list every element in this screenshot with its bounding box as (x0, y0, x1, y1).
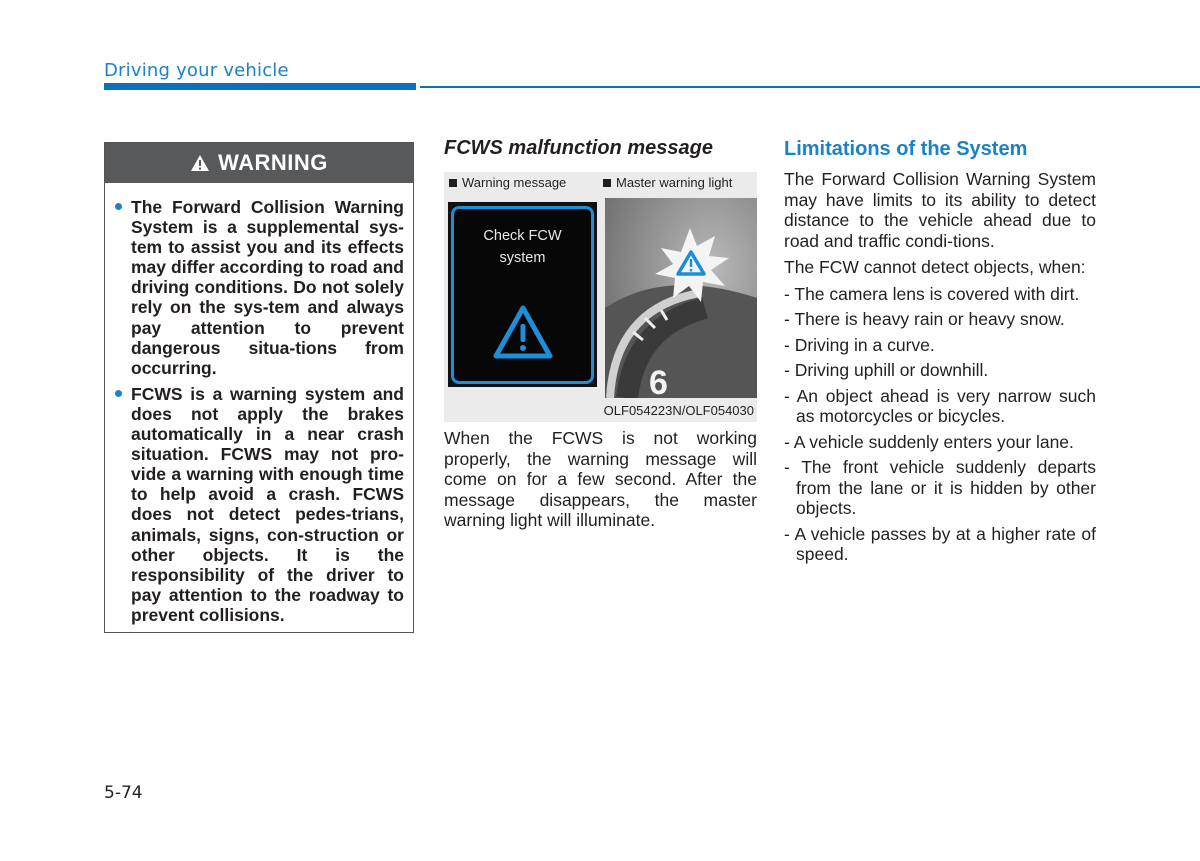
limitations-intro: The Forward Collision Warning System may have limits to its ability to detect distance to the vehicle ahead due to road and traffic condi-tions. (784, 169, 1096, 251)
limitation-item: - A vehicle passes by at a higher rate of speed. (784, 523, 1096, 564)
caution-triangle-icon (492, 304, 554, 360)
image-code: OLF054223N/OLF054030 (603, 403, 754, 418)
display-message: Check FCW system (483, 228, 562, 266)
malfunction-figure (444, 172, 757, 422)
page-number: 5-74 (104, 783, 143, 803)
limitation-item: - The front vehicle suddenly departs from the lane or it is hidden by other objects. (784, 457, 1096, 518)
limitations-lead: The FCW cannot detect objects, when: (784, 257, 1086, 277)
limitation-item: - An object ahead is very narrow such as motorcycles or bicycles. (784, 385, 1096, 426)
limitations-body (784, 169, 1096, 570)
limitation-item: - There is heavy rain or heavy snow. (784, 309, 1065, 329)
limitations-title: Limitations of the System (784, 138, 1028, 160)
header-rule-thin (420, 86, 1200, 88)
warning-triangle-icon (190, 154, 210, 172)
cluster-display (448, 202, 597, 387)
limitation-item: - Driving uphill or downhill. (784, 360, 989, 380)
warning-item: FCWS is a warning system and does not apply the brakes automatically in a near crash situation. FCWS may not pro-vide a warning with enough time to help avoid a crash. FCWS does not detect pedes-trians, animals, signs, con-struction or other objects. It is the responsibility of the driver to pay attention to the roadway to prevent collisions. (131, 383, 404, 625)
gauge-number: 6 (649, 364, 668, 398)
header-rule-thick (104, 83, 416, 90)
malfunction-paragraph: When the FCWS is not working properly, the warning message will come on for a few second. After the message disappears, the master warning light will illuminate. (444, 428, 757, 530)
master-warning-gauge (605, 198, 757, 398)
warning-box (104, 142, 414, 633)
caption-warning-message: Warning message (449, 175, 566, 190)
warning-item: The Forward Collision Warning System is a supplemental sys-tem to assist you and its effects may differ according to road and driving conditions. Do not solely rely on the sys-tem and always pay attention to prevent dangerous situa-tions from occurring. (131, 197, 404, 378)
warning-list (105, 183, 413, 625)
limitation-item: - A vehicle suddenly enters your lane. (784, 431, 1074, 452)
caption-master-warning: Master warning light (603, 175, 732, 190)
limitation-item: - Driving in a curve. (784, 334, 935, 355)
warning-header (105, 143, 413, 183)
limitation-item: - The camera lens is covered with dirt. (784, 283, 1080, 304)
section-title: Driving your vehicle (104, 60, 289, 81)
malfunction-title: FCWS malfunction message (444, 137, 713, 159)
warning-heading: WARNING (218, 150, 328, 175)
